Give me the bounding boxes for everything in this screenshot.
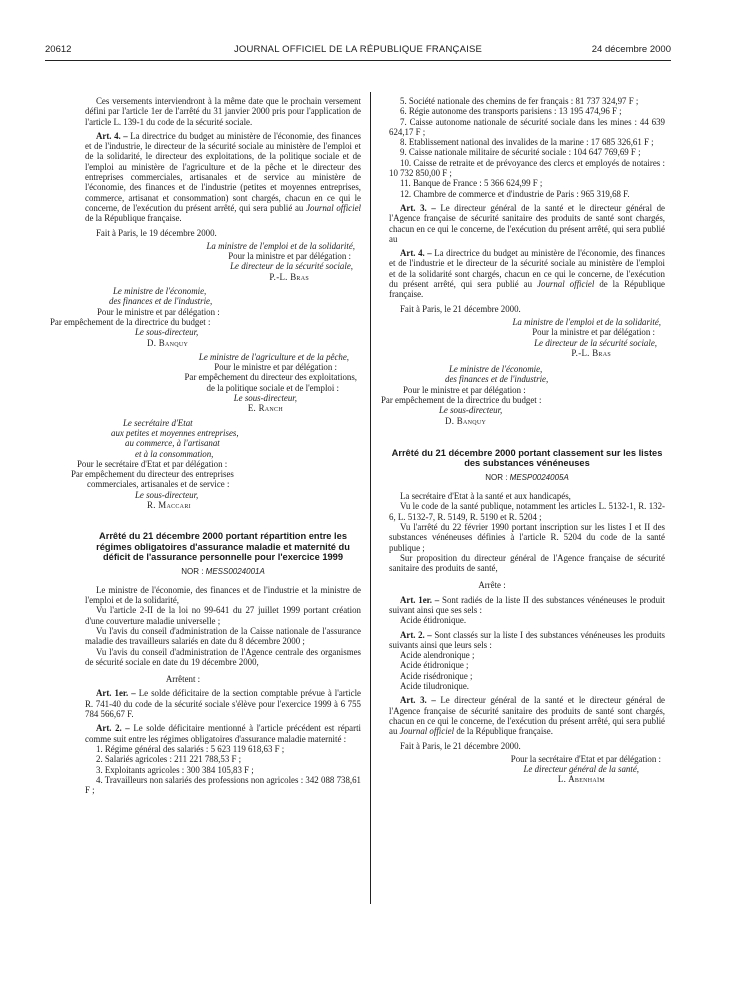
nor-reference — [85, 567, 361, 577]
article-label: Art. 4. – — [96, 130, 128, 141]
list-item: 6. Régie autonome des transports parisiens : 13 195 474,96 F ; — [400, 106, 622, 117]
article-label: Art. 2. – — [400, 629, 432, 640]
article-1-paragraph — [85, 688, 361, 719]
substance-item: Acide étidronique. — [400, 615, 467, 626]
article-label: Art. 3. – — [400, 695, 436, 706]
article-4-paragraph — [85, 131, 361, 224]
header-rule — [45, 60, 671, 61]
article-3-paragraph — [389, 203, 665, 244]
article-label: Art. 4. – — [400, 248, 432, 259]
list-item: 11. Banque de France : 5 366 624,99 F ; — [400, 178, 543, 189]
article-text-end: de la République française. — [389, 279, 665, 300]
signatory-name: D. Banquy — [147, 337, 189, 348]
signatory-role: Le sous-directeur, — [135, 327, 199, 338]
list-item: 12. Chambre de commerce et d'industrie de Paris : 965 319,68 F. — [400, 188, 630, 199]
visa-acoss: Vu l'avis du conseil d'administration de l'Agence centrale des organismes de sécurité sociale en date du 19 décembre 2000, — [85, 646, 361, 667]
signatory-name: L. Abenhaïm — [557, 774, 605, 785]
signatory-title: Le ministre de l'agriculture et de la pêche, — [198, 351, 349, 362]
signing-place-date: Fait à Paris, le 21 décembre 2000. — [400, 740, 521, 751]
visa-ministers: Le ministre de l'économie, des finances et de l'industrie et la ministre de l'emploi et de la solidarité, — [85, 584, 361, 606]
article-text: La directrice du budget au ministère de l'économie, des finances et de l'industrie et le directeur de la sécurité sociale au ministère de l'emploi et de la solidarité sont chargés, chacun en ce qui le concerne, de l'exécution du présent arrêté, qui sera publié au — [389, 248, 665, 290]
signatory-impediment-cont: de la politique sociale et de l'emploi : — [206, 382, 339, 393]
signatory-role: Le directeur de la sécurité sociale, — [534, 337, 657, 348]
visa-arrete-1990: Vu l'arrêté du 22 février 1990 portant inscription sur les listes I et II des substances vénéneuses définies à l'article R. 5204 du code de la santé publique ; — [389, 521, 665, 553]
signatory-role: Le directeur général de la santé, — [523, 764, 639, 775]
article-text-end: de la République française. — [85, 213, 182, 224]
article-1-paragraph — [389, 595, 665, 616]
signatory-title: La ministre de l'emploi et de la solidarité, — [512, 316, 661, 327]
signatory-title: La ministre de l'emploi et de la solidarité, — [206, 240, 355, 251]
signature-block-agriculture — [85, 352, 361, 414]
signing-place-date: Fait à Paris, le 19 décembre 2000. — [96, 227, 217, 238]
article-3-paragraph — [389, 695, 665, 736]
journal-title: JOURNAL OFFICIEL DE LA RÉPUBLIQUE FRANÇAISE — [233, 44, 483, 55]
signatory-title: Le secrétaire d'Etat — [123, 417, 193, 428]
signatory-title-cont: aux petites et moyennes entreprises, — [111, 427, 239, 438]
nor-code: MESP0024005A — [509, 472, 569, 482]
signatory-impediment: Par empêchement de la directrice du budget : — [381, 395, 542, 406]
right-column — [381, 96, 665, 785]
signatory-title-cont: des finances et de l'industrie, — [109, 296, 213, 307]
signing-place-date: Fait à Paris, le 21 décembre 2000. — [400, 303, 521, 314]
list-item: 2. Salariés agricoles : 211 221 788,53 F ; — [96, 754, 242, 765]
list-item: 3. Exploitants agricoles : 300 384 105,83 F ; — [96, 764, 254, 775]
article-text-end: de la République française. — [456, 726, 553, 737]
article-text: Le solde déficitaire mentionné à l'article précédent est réparti comme suit entre les régimes obligatoires d'assurance maladie maternité : — [85, 723, 361, 744]
visa-secretaire: La secrétaire d'Etat à la santé et aux handicapés, — [400, 491, 571, 502]
signatory-delegation: Pour le ministre et par délégation : — [214, 362, 337, 373]
signatory-impediment-cont: commerciales, artisanales et de service : — [87, 479, 230, 490]
journal-officiel-ref: Journal officiel — [306, 202, 361, 213]
nor-label: NOR : — [485, 472, 508, 482]
article-label: Art. 1er. – — [96, 688, 136, 699]
signature-block-economie — [381, 364, 665, 426]
article-2-paragraph — [389, 630, 665, 651]
intro-paragraph: Ces versements interviendront à la même date que le prochain versement défini par l'article 1er de l'arrêté du 31 janvier 2000 pris pour l'application de l'article L. 139-1 du code de la sécurité sociale. — [85, 96, 361, 127]
journal-officiel-ref: Journal officiel — [399, 726, 455, 737]
article-text: Sont classés sur la liste I des substances vénéneuses les produits suivants ainsi que leurs sels : — [389, 629, 665, 650]
issue-date: 24 décembre 2000 — [591, 44, 671, 55]
signatory-impediment: Par empêchement de la directrice du budget : — [50, 316, 211, 327]
signatory-title-cont: des finances et de l'industrie, — [445, 374, 549, 385]
list-item: 5. Société nationale des chemins de fer français : 81 737 324,97 F ; — [400, 96, 639, 106]
article-text: Sont radiés de la liste II des substances vénéneuses le produit suivant ainsi que ses sels : — [389, 594, 665, 615]
visa-cnamts: Vu l'avis du conseil d'administration de la Caisse nationale de l'assurance maladie des travailleurs salariés en date du 8 décembre 2000 ; — [85, 625, 361, 647]
signatory-impediment: Par empêchement du directeur des exploitations, — [184, 372, 357, 383]
signatory-delegation: Pour le ministre et par délégation : — [97, 306, 220, 317]
arretent: Arrêtent : — [165, 674, 201, 685]
substance-item: Acide alendronique ; — [400, 650, 475, 661]
signature-block-economie — [50, 286, 361, 348]
article-4-paragraph — [389, 248, 665, 299]
article-label: Art. 1er. – — [400, 594, 440, 605]
column-divider — [370, 92, 371, 904]
list-item: 9. Caisse nationale militaire de sécurité sociale : 104 647 769,69 F ; — [400, 147, 641, 158]
journal-officiel-ref: Journal officiel — [537, 279, 595, 290]
arrete-title: Arrêté du 21 décembre 2000 portant répartition entre les régimes obligatoires d'assurance maladie et maternité du déficit de l'assurance personnelle pour l'exercice 1999 — [96, 531, 350, 563]
signatory-delegation: Pour la ministre et par délégation : — [228, 251, 351, 262]
signatory-name: P.-L. Bras — [269, 271, 309, 282]
signatory-role: Le sous-directeur, — [135, 489, 199, 500]
substance-item: Acide risédronique ; — [400, 670, 473, 681]
signatory-title: Le ministre de l'économie, — [449, 364, 543, 375]
article-text: Le solde déficitaire de la section comptable prévue à l'article R. 741-40 du code de la sécurité sociale s'élève pour l'exercice 1999 à 6 755 784 566,67 F. — [85, 688, 361, 720]
signatory-title-cont: et à la consommation, — [135, 448, 214, 459]
list-item: 4. Travailleurs non salariés des professions non agricoles : 342 088 738,61 F ; — [85, 774, 361, 796]
article-text: Le directeur général de la santé et le directeur général de l'Agence française de sécurité sanitaire des produits de santé sont chargés, chacun en ce qui le concerne, de l'exécution du présent arrêté, qui sera publié au — [389, 695, 665, 737]
left-column — [50, 96, 361, 796]
signatory-name: D. Banquy — [445, 415, 487, 426]
signature-block-emploi — [85, 241, 361, 282]
signatory-name: E. Ranch — [247, 403, 283, 414]
signatory-title: Le ministre de l'économie, — [113, 286, 207, 297]
list-item: 1. Régime général des salariés : 5 623 119 618,63 F ; — [96, 743, 285, 754]
article-2-paragraph — [85, 723, 361, 744]
signatory-name: P.-L. Bras — [571, 347, 611, 358]
article-text: Le directeur général de la santé et le directeur général de l'Agence française de sécurité sanitaire des produits de santé sont chargés, chacun en ce qui le concerne, de l'exécution du présent arrêté, qui sera publié au — [389, 202, 665, 244]
signatory-title-cont: au commerce, à l'artisanat — [125, 438, 220, 449]
article-label: Art. 2. – — [96, 723, 130, 734]
nor-reference — [389, 473, 665, 483]
signatory-name: R. Maccari — [147, 499, 191, 510]
list-item: 7. Caisse autonome nationale de sécurité sociale dans les mines : 44 639 624,17 F ; — [389, 116, 665, 137]
article-label: Art. 3. – — [400, 202, 436, 213]
arrete-word: Arrête : — [478, 580, 506, 591]
signatory-delegation: Pour la ministre et par délégation : — [532, 327, 655, 338]
signatory-impediment: Par empêchement du directeur des entreprises — [71, 469, 234, 480]
article-text: La directrice du budget au ministère de l'économie, des finances et de l'industrie, le directeur de la sécurité sociale au ministère de l'emploi et de la solidarité, le directeur des exploitations, de la politique sociale et de l'emploi au ministère de l'agriculture et de la pêche et le directeur des entreprises commerciales, artisanales et de service au ministère de l'économie, des finances et de l'industrie (petites et moyennes entreprises, commerce, artisanat et consommation) sont chargés, chacun en ce qui le concerne, de l'exécution du présent arrêté, qui sera publié au — [85, 130, 361, 213]
arrete-title: Arrêté du 21 décembre 2000 portant classement sur les listes des substances vénéneuses — [391, 447, 663, 469]
page-number: 20612 — [45, 44, 72, 55]
signatory-delegation: Pour le ministre et par délégation : — [403, 384, 526, 395]
signatory-role: Le sous-directeur, — [233, 393, 297, 404]
visa-code-sante: Vu le code de la santé publique, notamment les articles L. 5132-1, R. 132-6, L. 5132-7, R. 5149, R. 5190 et R. 5204 ; — [389, 501, 665, 522]
substance-item: Acide tiludronique. — [400, 681, 470, 692]
signature-block-commerce — [71, 417, 361, 511]
signatory-role: Le directeur de la sécurité sociale, — [230, 261, 353, 272]
nor-code: MESS0024001A — [205, 566, 265, 576]
page-header — [45, 44, 671, 58]
signatory-delegation: Pour la secrétaire d'Etat et par délégation : — [510, 753, 661, 764]
list-item: 8. Etablissement national des invalides de la marine : 17 685 326,61 F ; — [400, 137, 654, 148]
visa-proposition: Sur proposition du directeur général de l'Agence française de sécurité sanitaire des produits de santé, — [389, 552, 665, 574]
nor-label: NOR : — [181, 566, 204, 576]
signature-block-sante — [389, 754, 665, 785]
substance-item: Acide étidronique ; — [400, 660, 469, 671]
visa-loi: Vu l'article 2-II de la loi no 99-641 du 27 juillet 1999 portant création d'une couverture maladie universelle ; — [85, 605, 361, 626]
list-item: 10. Caisse de retraite et de prévoyance des clercs et employés de notaires : 10 732 850,00 F ; — [389, 157, 665, 179]
signatory-role: Le sous-directeur, — [439, 405, 503, 416]
signatory-delegation: Pour le secrétaire d'Etat et par délégation : — [77, 458, 228, 469]
signature-block-emploi — [389, 317, 665, 358]
